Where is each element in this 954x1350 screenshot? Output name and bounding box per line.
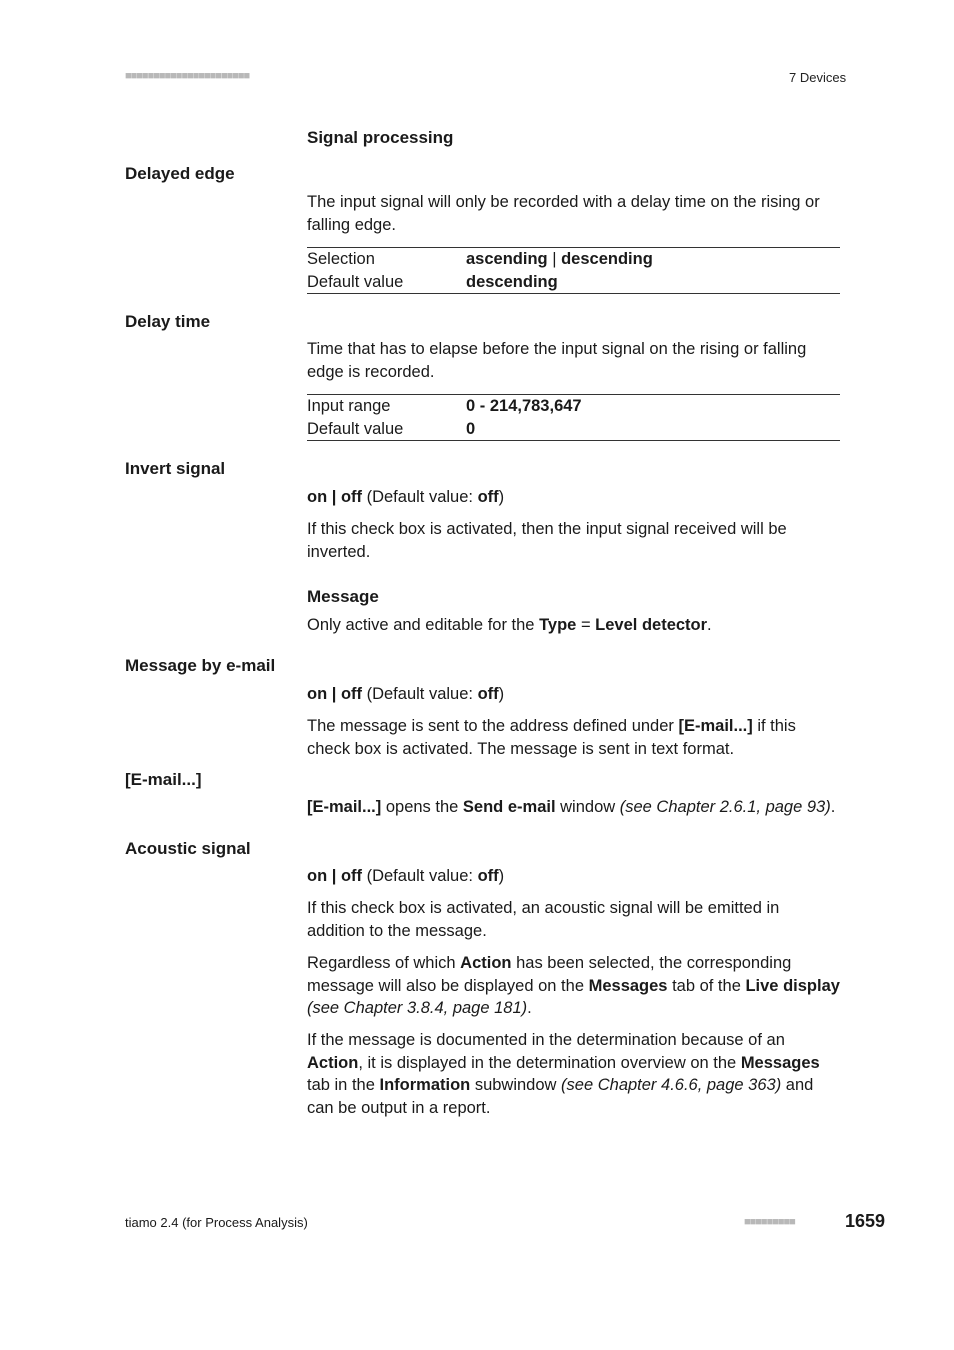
email-button-description [307, 796, 841, 819]
description-text: If this check box is activated, an acoustic signal will be emitted in addition to the message. [307, 899, 780, 940]
default-value: off [477, 488, 499, 506]
text: window [555, 798, 620, 816]
text: The message is sent to the address defined under [307, 717, 679, 735]
default-label: (Default value: [362, 488, 478, 506]
message-intro [307, 614, 841, 637]
param-value: 0 [466, 419, 476, 438]
param-value: 0 - 214,783,647 [466, 397, 582, 415]
message-email-description [307, 715, 841, 760]
window-ref-information: Information [379, 1076, 471, 1094]
param-key: Default value [307, 272, 404, 291]
section-heading-signal-processing: Signal processing [307, 128, 454, 147]
text: Only active and editable for the [307, 616, 540, 634]
text: tab in the [307, 1076, 380, 1094]
acoustic-description-1 [307, 897, 841, 942]
acoustic-description-2 [307, 952, 841, 1020]
message-email-options [307, 683, 841, 706]
term-ref-action: Action [460, 954, 512, 972]
term-invert-signal: Invert signal [125, 459, 226, 478]
description-text: If this check box is activated, then the input signal received will be inverted. [307, 520, 787, 561]
text: tab of the [667, 976, 746, 995]
default-label: (Default value: [362, 685, 478, 703]
page-number: 1659 [845, 1211, 886, 1231]
text: . [707, 616, 712, 634]
delayed-edge-description [307, 191, 841, 236]
options: on | off [307, 488, 363, 506]
term-email-button: [E-mail...] [125, 770, 202, 789]
window-ref-send-email: Send e-mail [462, 798, 556, 816]
text: Regardless of which [307, 954, 461, 972]
tab-ref-messages: Messages [588, 976, 668, 995]
default-value: off [477, 685, 499, 703]
button-ref-email: [E-mail...] [678, 717, 753, 735]
field-type: Type [539, 616, 577, 634]
default-label: (Default value: [362, 867, 478, 885]
header-decoration: ■■■■■■■■■■■■■■■■■■■■■■ [125, 70, 250, 82]
value-level-detector: Level detector [595, 616, 708, 634]
delayed-edge-parameter-table [307, 247, 840, 294]
option-separator: | [552, 250, 557, 268]
tab-ref-messages: Messages [740, 1053, 820, 1072]
paren-close: ) [498, 488, 505, 506]
param-key: Selection [307, 250, 375, 268]
button-ref-email: [E-mail...] [307, 798, 382, 816]
chapter-reference: (see Chapter 2.6.1, page 93) [619, 798, 831, 816]
param-value: descending [466, 272, 558, 291]
term-message-by-email: Message by e-mail [125, 656, 276, 675]
window-ref-live-display: Live display [745, 976, 840, 995]
chapter-title: 7 Devices [789, 70, 847, 85]
text: and can be output in a report. [307, 1076, 814, 1117]
default-value: off [477, 867, 499, 885]
text: has been selected, the corresponding message will also be displayed on the [307, 954, 792, 995]
term-acoustic-signal: Acoustic signal [125, 839, 251, 858]
option-ascending: ascending [466, 250, 548, 268]
paren-close: ) [498, 867, 505, 885]
delay-time-parameter-table [307, 394, 840, 441]
text: if this check box is activated. The message is sent in text format. [307, 717, 796, 758]
table-row [307, 248, 840, 271]
text: . [527, 999, 532, 1017]
term-ref-action: Action [307, 1053, 359, 1072]
param-key: Default value [307, 419, 404, 438]
option-descending: descending [561, 250, 653, 268]
table-row [307, 271, 840, 294]
invert-signal-description [307, 518, 841, 563]
text: , it is displayed in the determination overview on the [358, 1053, 741, 1072]
section-heading-message: Message [307, 587, 379, 606]
description-text: The input signal will only be recorded with a delay time on the rising or falling edge. [307, 193, 820, 234]
term-delayed-edge: Delayed edge [125, 164, 235, 183]
table-row [307, 395, 840, 418]
footer-product: tiamo 2.4 (for Process Analysis) [125, 1215, 308, 1230]
delay-time-description [307, 338, 841, 383]
footer-decoration: ■■■■■■■■■ [744, 1216, 795, 1228]
chapter-reference: (see Chapter 4.6.6, page 363) [561, 1076, 782, 1094]
acoustic-description-3 [307, 1029, 841, 1119]
text: opens the [381, 798, 463, 816]
term-delay-time: Delay time [125, 312, 211, 331]
options: on | off [307, 867, 363, 885]
description-text: Time that has to elapse before the input signal on the rising or falling edge is recorded. [307, 340, 807, 381]
text: subwindow [470, 1076, 562, 1094]
text: If the message is documented in the determination because of an [307, 1031, 785, 1049]
acoustic-options [307, 865, 841, 888]
param-key: Input range [307, 397, 391, 415]
table-row [307, 418, 840, 441]
chapter-reference: (see Chapter 3.8.4, page 181) [307, 999, 528, 1017]
text: . [830, 798, 836, 816]
text: = [576, 616, 596, 634]
paren-close: ) [498, 685, 505, 703]
param-value [466, 248, 653, 271]
options: on | off [307, 685, 363, 703]
invert-signal-options [307, 486, 841, 509]
